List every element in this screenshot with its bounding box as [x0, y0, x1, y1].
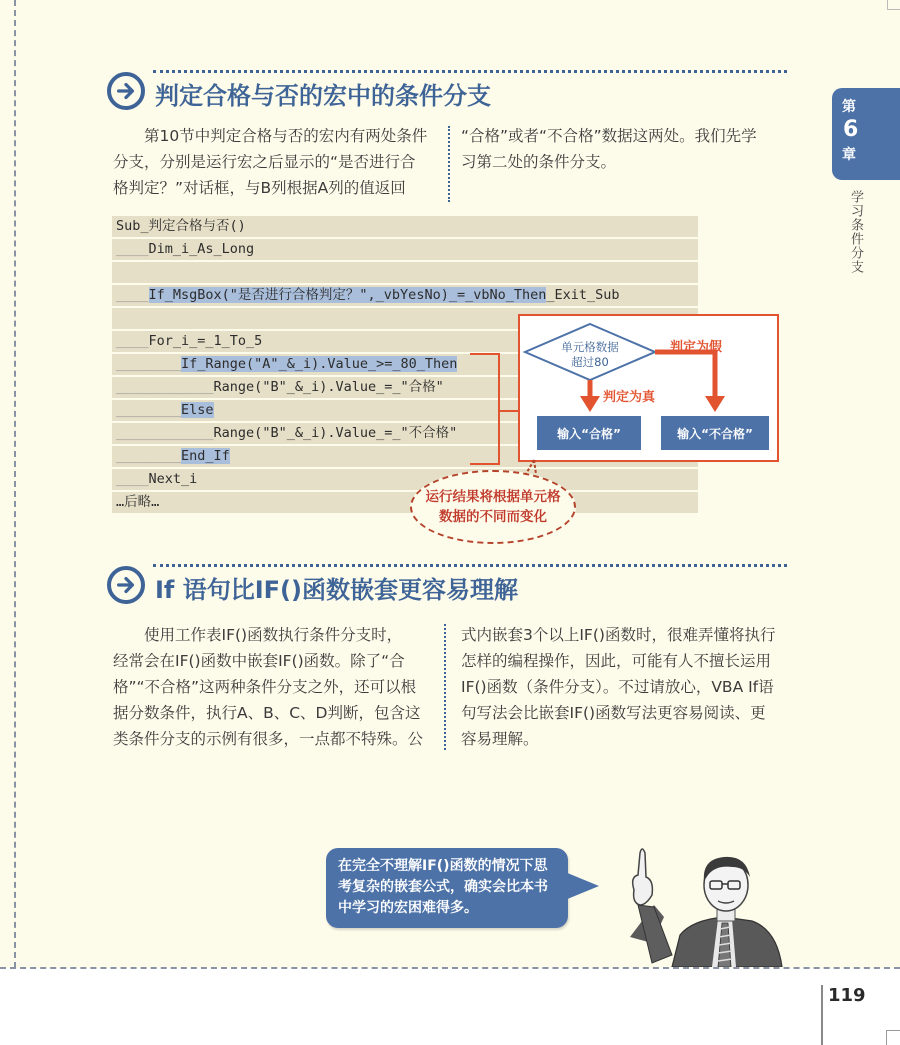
decision-line: 单元格数据: [561, 340, 619, 354]
section2-right-column: [461, 622, 786, 752]
indent-marker: ____: [116, 333, 149, 349]
paragraph-line: IF()函数（条件分支）。不过请放心，VBA If语: [461, 678, 774, 696]
highlighted-code: If_MsgBox("是否进行合格判定？",_vbYesNo)_=_vbNo_Then: [148, 287, 547, 303]
bubble-line: 考复杂的嵌套公式，确实会比本书: [338, 879, 548, 895]
column-divider: [444, 624, 446, 750]
code-line: [112, 239, 698, 260]
code-line: [112, 492, 698, 513]
paragraph-line: 经常会在IF()函数中嵌套IF()函数。除了“合: [113, 652, 405, 670]
paragraph-line: 容易理解。: [461, 730, 539, 748]
code-line: [112, 262, 698, 283]
code-line: [112, 469, 698, 490]
section-header-1: [107, 68, 787, 114]
section-title: If 语句比IF()函数嵌套更容易理解: [155, 576, 518, 604]
true-label: 判定为真: [603, 390, 656, 405]
indent-marker: ________: [116, 402, 182, 418]
bottom-trim-line: [0, 967, 900, 969]
paragraph-line: 分支，分别是运行宏之后显示的“是否进行合: [113, 153, 416, 171]
chapter-number: 6: [843, 117, 859, 142]
chapter-prefix: 第: [842, 99, 856, 115]
bubble-line: 中学习的宏困难得多。: [338, 900, 478, 916]
decision-line: 超过80: [571, 355, 609, 369]
code-text: …后略…: [116, 494, 160, 510]
indent-marker: ____: [116, 471, 149, 487]
paragraph-line: 类条件分支的示例有很多，一点都不特殊。公: [113, 730, 424, 748]
crop-mark-bottom-right: [886, 1030, 900, 1045]
callout-ellipse: [410, 470, 576, 544]
page-number: 119: [828, 985, 866, 1006]
indent-marker: ____________: [116, 425, 214, 441]
chapter-suffix: 章: [842, 147, 856, 163]
highlighted-code: End_If: [181, 448, 230, 464]
bubble-tail: [565, 872, 599, 900]
code-text: Range("B"_&_i).Value_=_"合格": [213, 379, 444, 395]
presenter-illustration-icon: [612, 825, 792, 967]
code-text: _Exit_Sub: [546, 287, 620, 303]
left-trim-line: [14, 0, 16, 968]
paragraph-line: 习第二处的条件分支。: [461, 153, 617, 171]
column-divider: [448, 126, 450, 202]
paragraph-line: 句写法会比嵌套IF()函数写法更容易阅读、更: [461, 704, 766, 722]
highlighted-code: Else: [181, 402, 214, 418]
dotted-rule: [153, 564, 787, 567]
crop-mark-top-right: [887, 0, 900, 10]
arrow-right-circle-icon: [107, 72, 145, 110]
paragraph-line: 格”“不合格”这两种条件分支之外，还可以根: [113, 678, 417, 696]
paragraph-line: 怎样的编程操作，因此，可能有人不擅长运用: [461, 652, 772, 670]
paragraph-line: “合格”或者“不合格”数据这两处。我们先学: [461, 127, 757, 145]
code-bracket: [470, 353, 500, 465]
indent-marker: ____: [116, 241, 149, 257]
section-header-2: [107, 562, 787, 608]
bracket-connector: [500, 410, 520, 412]
paragraph-line: 据分数条件，执行A、B、C、D判断，包含这: [113, 704, 421, 722]
section1-right-column: [461, 123, 786, 175]
code-text: For_i_=_1_To_5: [148, 333, 263, 349]
code-text: Range("B"_&_i).Value_=_"不合格": [213, 425, 458, 441]
arrow-right-circle-icon: [107, 566, 145, 604]
callout-text: 运行结果将根据单元格数据的不同而变化: [425, 489, 561, 525]
flowchart-diagram: [518, 314, 779, 462]
chapter-tab: [832, 88, 900, 180]
decision-node: [555, 340, 625, 370]
code-line: [112, 285, 698, 306]
speech-bubble: [326, 848, 568, 928]
code-text: Sub_判定合格与否(): [116, 218, 246, 234]
indent-marker: ____: [116, 287, 149, 303]
paragraph-line: 式内嵌套3个以上IF()函数时，很难弄懂将执行: [461, 626, 776, 644]
bubble-line: 在完全不理解IF()函数的情况下思: [338, 858, 548, 874]
indent-marker: ________: [116, 448, 182, 464]
chapter-side-title: 学习条件分支: [848, 190, 863, 274]
true-box: 输入“合格”: [537, 416, 641, 450]
highlighted-code: If_Range("A"_&_i).Value_>=_80_Then: [181, 356, 458, 372]
dotted-rule: [153, 70, 787, 73]
paragraph-line: 格判定？”对话框，与B列根据A列的值返回: [113, 179, 406, 197]
code-line: [112, 216, 698, 237]
code-text: Dim_i_As_Long: [148, 241, 255, 257]
false-box: 输入“不合格”: [661, 416, 769, 450]
section2-left-column: [113, 622, 438, 752]
section1-left-column: [113, 123, 438, 201]
indent-marker: ____________: [116, 379, 214, 395]
paragraph-line: 使用工作表IF()函数执行条件分支时，: [113, 626, 403, 644]
paragraph-line: 第10节中判定合格与否的宏内有两处条件: [113, 127, 428, 145]
page-number-rule: [821, 985, 823, 1045]
section-title: 判定合格与否的宏中的条件分支: [155, 82, 491, 110]
indent-marker: ________: [116, 356, 182, 372]
false-label: 判定为假: [670, 340, 723, 355]
code-text: Next_i: [148, 471, 198, 487]
